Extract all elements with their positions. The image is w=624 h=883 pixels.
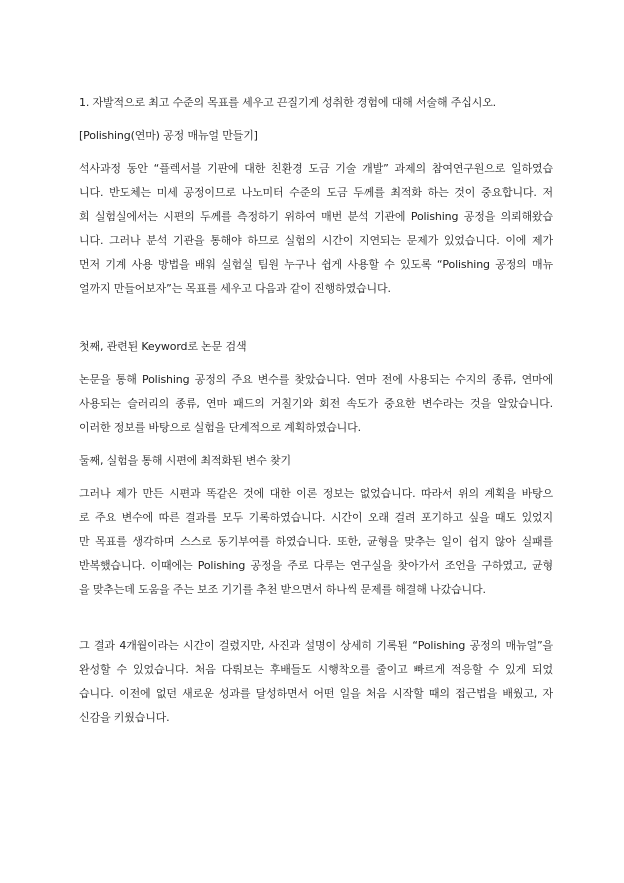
spacer [79,115,553,124]
spacer [79,148,553,157]
paragraph-line: 희 실험실에서는 시편의 두께를 측정하기 위하여 매번 분석 기관에 Polishing 공정을 의뢰해왔습 [79,210,553,223]
section1-heading: 첫째, 관련된 Keyword로 논문 검색 [79,340,247,353]
document-page [79,91,553,730]
paragraph-line: 니다. 그러나 분석 기관을 통해야 하므로 실험의 시간이 지연되는 문제가 있었습니다. 이에 제가 [79,234,553,247]
intro-paragraph [79,157,553,301]
paragraph-line: 사용되는 슬러리의 종류, 연마 패드의 거칠기와 회전 속도가 중요한 변수라는 것을 알았습니다. [79,397,553,410]
conclusion-paragraph [79,634,553,730]
paragraph-line: 습니다. 이전에 없던 새로운 성과를 달성하면서 어떤 일을 처음 시작할 때의 접근법을 배웠고, 자 [79,687,553,700]
question-heading: 1. 자발적으로 최고 수준의 목표를 세우고 끈질기게 성취한 경험에 대해 서술해 주십시오. [79,96,497,109]
paragraph-line: 그 결과 4개월이라는 시간이 걸렸지만, 사진과 설명이 상세히 기록된 “Polishing 공정의 매뉴얼”을 [79,639,553,652]
spacer [79,301,553,335]
section1-paragraph [79,368,553,440]
paragraph-line: 논문을 통해 Polishing 공정의 주요 변수를 찾았습니다. 연마 전에 사용되는 수지의 종류, 연마에 [79,373,553,386]
paragraph-line: 을 맞추는데 도움을 주는 보조 기기를 추천 받으면서 하나씩 문제를 해결해 나갔습니다. [79,583,486,596]
paragraph-line: 이러한 정보를 바탕으로 실험을 단계적으로 계획하였습니다. [79,421,361,434]
essay-title: [Polishing(연마) 공정 매뉴얼 만들기] [79,129,258,142]
paragraph-line: 만 목표를 생각하며 스스로 동기부여를 하였습니다. 또한, 균형을 맞추는 일이 쉽지 않아 실패를 [79,535,553,548]
paragraph-line: 반복했습니다. 이때에는 Polishing 공정을 주로 다루는 연구실을 찾아가서 조언을 구하였고, 균형 [79,559,553,572]
spacer [79,440,553,449]
paragraph-line: 니다. 반도체는 미세 공정이므로 나노미터 수준의 도금 두께를 최적화 하는 것이 중요합니다. 저 [79,186,553,199]
spacer [79,359,553,368]
section2-heading: 둘째, 실험을 통해 시편에 최적화된 변수 찾기 [79,454,291,467]
paragraph-line: 로 주요 변수에 따른 결과를 모두 기록하였습니다. 시간이 오래 걸려 포기하고 싶을 때도 있었지 [79,511,553,524]
spacer [79,602,553,634]
spacer [79,473,553,482]
paragraph-line: 신감을 키웠습니다. [79,711,170,724]
paragraph-line: 그러나 제가 만든 시편과 똑같은 것에 대한 이론 정보는 없었습니다. 따라서 위의 계획을 바탕으 [79,487,553,500]
paragraph-line: 먼저 기계 사용 방법을 배워 실험실 팀원 누구나 쉽게 사용할 수 있도록 “Polishing 공정의 매뉴 [79,258,553,271]
paragraph-line: 얼까지 만들어보자”는 목표를 세우고 다음과 같이 진행하였습니다. [79,282,391,295]
paragraph-line: 완성할 수 있었습니다. 처음 다뤄보는 후배들도 시행착오를 줄이고 빠르게 적응할 수 있게 되었 [79,663,553,676]
paragraph-line: 석사과정 동안 “플렉서블 기판에 대한 친환경 도금 기술 개발” 과제의 참여연구원으로 일하였습 [79,162,553,175]
section2-paragraph [79,482,553,602]
